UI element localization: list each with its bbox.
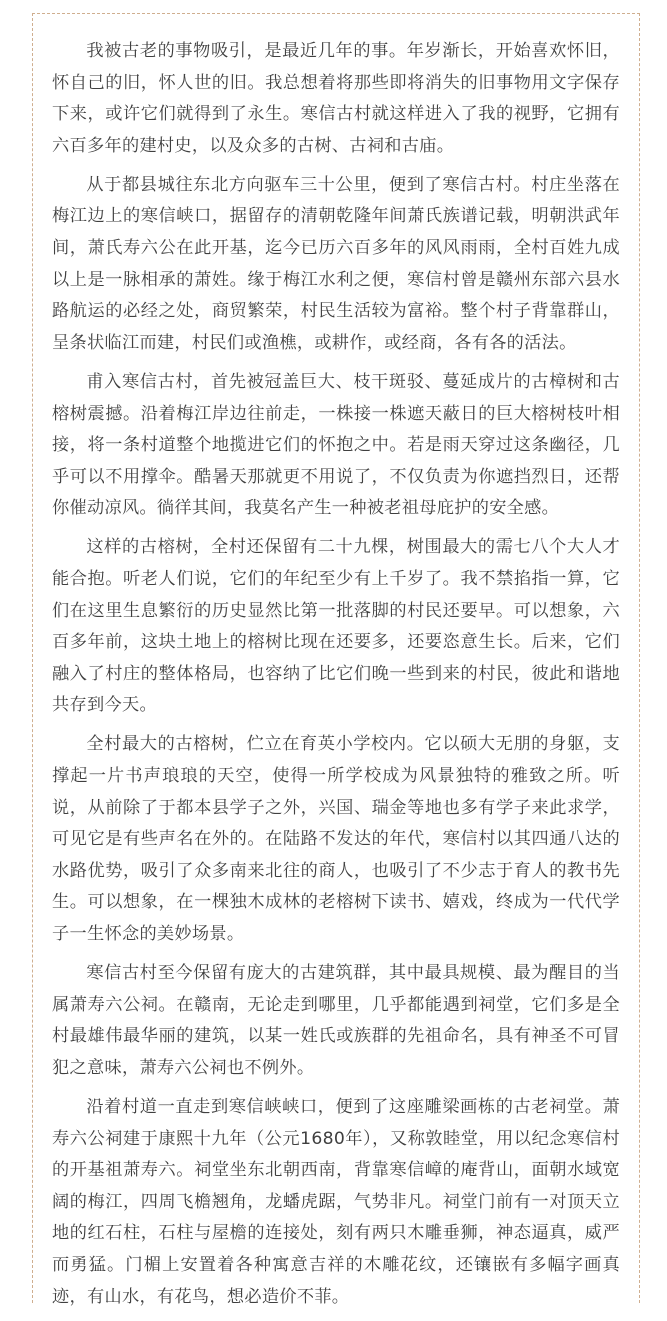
paragraph-2: 从于都县城往东北方向驱车三十公里，便到了寒信古村。村庄坐落在梅江边上的寒信峡口，据留存的清朝乾隆年间萧氏族谱记载，明朝洪武年间，萧氏寿六公在此开基，迄今已历六百多年的风风雨雨，全村百姓九成以上是一脉相承的萧姓。缘于梅江水利之便，寒信村曾是赣州东部六县水路航运的必经之处，商贸繁荣，村民生活较为富裕。整个村子背靠群山，呈条状临江而建，村民们或渔樵，或耕作，或经商，各有各的活法。 xyxy=(52,174,620,353)
paragraph-4: 这样的古榕树，全村还保留有二十九棵，树围最大的需七八个大人才能合抱。听老人们说，它们的年纪至少有上千岁了。我不禁掐指一算，它们在这里生息繁衍的历史显然比第一批落脚的村民还要早。可以想象，六百多年前，这块土地上的榕树比现在还要多，还要恣意生长。后来，它们融入了村庄的整体格局，也容纳了比它们晚一些到来的村民，彼此和谐地共存到今天。 xyxy=(52,537,620,716)
paragraph-7: 沿着村道一直走到寒信峡峡口，便到了这座雕梁画栋的古老祠堂。萧寿六公祠建于康熙十九年（公元1680年），又称敦睦堂，用以纪念寒信村的开基祖萧寿六。祠堂坐东北朝西南，背靠寒信嶂的庵背山，面朝水域宽阔的梅江，四周飞檐翘角，龙蟠虎踞，气势非凡。祠堂门前有一对顶天立地的红石柱，石柱与屋檐的连接处，刻有两只木雕垂狮，神态逼真，威严而勇猛。门楣上安置着各种寓意吉祥的木雕花纹，还镶嵌有多幅字画真迹，有山水，有花鸟，想必造价不菲。 xyxy=(52,1097,620,1307)
paragraph-5: 全村最大的古榕树，伫立在育英小学校内。它以硕大无朋的身躯，支撑起一片书声琅琅的天空，使得一所学校成为风景独特的雅致之所。听说，从前除了于都本县学子之外，兴国、瑞金等地也多有学子来此求学，可见它是有些声名在外的。在陆路不发达的年代，寒信村以其四通八达的水路优势，吸引了众多南来北往的商人，也吸引了不少志于育人的教书先生。可以想象，在一棵独木成林的老榕树下读书、嬉戏，终成为一代代学子一生怀念的美妙场景。 xyxy=(52,734,620,945)
paragraph-1: 我被古老的事物吸引，是最近几年的事。年岁渐长，开始喜欢怀旧，怀自己的旧，怀人世的旧。我总想着将那些即将消失的旧事物用文字保存下来，或许它们就得到了永生。寒信古村就这样进入了我的视野，它拥有六百多年的建村史，以及众多的古树、古祠和古庙。 xyxy=(52,41,620,156)
paragraph-6: 寒信古村至今保留有庞大的古建筑群，其中最具规模、最为醒目的当属萧寿六公祠。在赣南，无论走到哪里，几乎都能遇到祠堂，它们多是全村最雄伟最华丽的建筑，以某一姓氏或族群的先祖命名，具有神圣不可冒犯之意味，萧寿六公祠也不例外。 xyxy=(52,963,620,1078)
paragraph-3: 甫入寒信古村，首先被冠盖巨大、枝干斑驳、蔓延成片的古樟树和古榕树震撼。沿着梅江岸边往前走，一株接一株遮天蔽日的巨大榕树枝叶相接，将一条村道整个地揽进它们的怀抱之中。若是雨天穿过这条幽径，几乎可以不用撑伞。酷暑天那就更不用说了，不仅负责为你遮挡烈日，还帮你催动凉风。徜徉其间，我莫名产生一种被老祖母庇护的安全感。 xyxy=(52,371,620,519)
article-body xyxy=(52,36,620,1321)
